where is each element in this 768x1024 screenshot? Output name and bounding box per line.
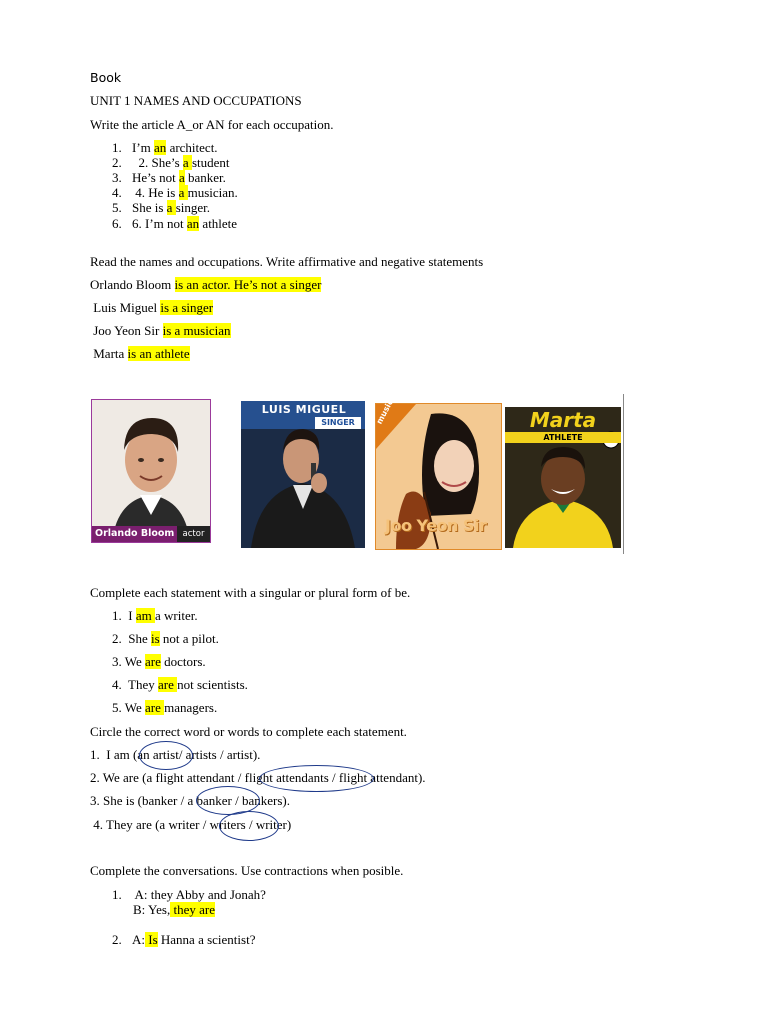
answer-circle — [139, 741, 193, 770]
ex4-line: 1. I am (an artist/ artists / artist). — [90, 747, 261, 762]
list-item: 5. She is a singer. — [112, 200, 211, 215]
ex3-line: 4. They are not scientists. — [112, 677, 248, 692]
list-item: 6. 6. I’m not an athlete — [112, 216, 238, 231]
ex4-line: 4. They are (a writer / writers / writer) — [90, 817, 292, 832]
conversation-line: B: Yes, they are — [133, 902, 215, 917]
joo-occupation-tag: musician — [374, 385, 402, 426]
luis-occupation-tag: SINGER — [315, 417, 361, 429]
list-item: 1. I’m an architect. — [112, 140, 218, 155]
answer-circle — [219, 811, 279, 841]
ex5-instruction: Complete the conversations. Use contractions when posible. — [90, 863, 404, 878]
unit-title: UNIT 1 NAMES AND OCCUPATIONS — [90, 93, 302, 108]
ex3-line: 1. I am a writer. — [112, 608, 198, 623]
ex3-line: 5. We are managers. — [112, 700, 218, 715]
doc-label: Book — [90, 70, 122, 85]
orlando-occupation-tag: actor — [177, 526, 210, 542]
marta-name-label: Marta — [529, 408, 597, 432]
list-item: 3. He’s not a banker. — [112, 170, 226, 185]
ex2-instruction: Read the names and occupations. Write affirmative and negative statements — [90, 254, 484, 269]
ex2-line: Marta is an athlete — [90, 346, 190, 361]
ex1-instruction: Write the article A_or AN for each occupation. — [90, 117, 334, 132]
ex3-line: 2. She is not a pilot. — [112, 631, 219, 646]
answer-circle — [259, 765, 374, 792]
ex2-line: Joo Yeon Sir is a musician — [90, 323, 231, 338]
luis-name-label: LUIS MIGUEL — [261, 403, 347, 416]
orlando-name-tag: Orlando Bloom — [92, 526, 177, 542]
ex4-line: 3. She is (banker / a banker / bankers). — [90, 793, 290, 808]
conversation-line: 2. A: Is Hanna a scientist? — [112, 932, 256, 947]
list-item: 2. 2. She’s a student — [112, 155, 230, 170]
ex4-line: 2. We are (a flight attendant / flight attendants / flight attendant). — [90, 770, 426, 785]
ex2-line: Luis Miguel is a singer — [90, 300, 214, 315]
list-item: 4. 4. He is a musician. — [112, 185, 238, 200]
ex3-line: 3. We are doctors. — [112, 654, 206, 669]
photo-orlando-bloom — [91, 399, 211, 543]
marta-occupation-tag: ATHLETE — [505, 432, 621, 443]
ex4-instruction: Circle the correct word or words to complete each statement. — [90, 724, 407, 739]
joo-name-label: Joo Yeon Sir — [385, 516, 487, 535]
ex2-line: Orlando Bloom is an actor. He’s not a singer — [90, 277, 322, 292]
conversation-line: 1. A: they Abby and Jonah? — [112, 887, 266, 902]
image-edge-line — [623, 394, 624, 554]
ex3-instruction: Complete each statement with a singular or plural form of be. — [90, 585, 411, 600]
